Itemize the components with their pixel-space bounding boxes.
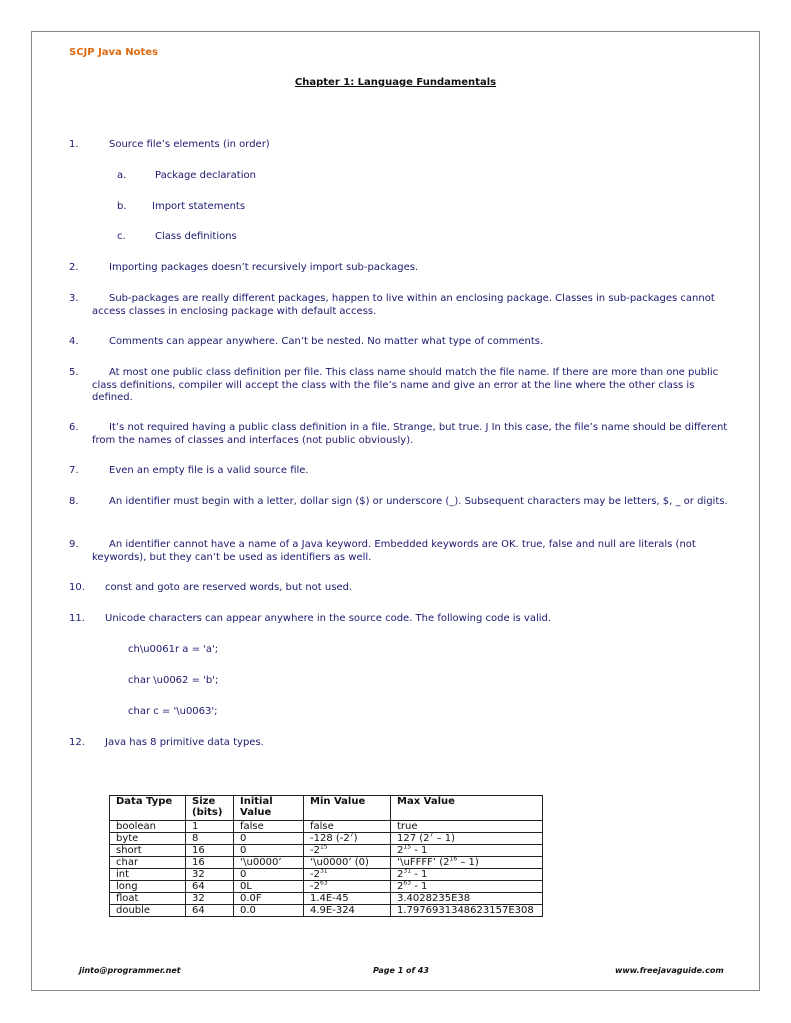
cell-data-type: double xyxy=(110,905,186,917)
cell-max-value-base: 2 xyxy=(397,845,404,856)
subitem-text: Import statements xyxy=(152,201,246,212)
cell-data-type: long xyxy=(110,881,186,893)
cell-size: 32 xyxy=(186,893,234,905)
item-number: 8. xyxy=(69,496,79,507)
item-number: 1. xyxy=(69,139,79,150)
footer-email: jinto@programmer.net xyxy=(79,966,181,975)
cell-max-value-exponent: 15 xyxy=(403,843,412,851)
subitem-letter: b. xyxy=(117,201,127,212)
cell-min-value-base: -2 xyxy=(310,869,320,880)
chapter-title: Chapter 1: Language Fundamentals xyxy=(294,77,497,88)
cell-max-value xyxy=(391,845,543,857)
cell-max-value-base: 2 xyxy=(397,881,404,892)
item-text: Source file’s elements (in order) xyxy=(109,139,270,150)
cell-min-value xyxy=(304,893,391,905)
cell-max-value xyxy=(391,833,543,845)
cell-initial-value: ‘\u0000’ xyxy=(234,857,304,869)
cell-min-value xyxy=(304,857,391,869)
item-number: 4. xyxy=(69,336,79,347)
item-number: 11. xyxy=(69,613,85,624)
cell-max-value-exponent: 31 xyxy=(403,867,412,875)
cell-data-type: int xyxy=(110,869,186,881)
cell-initial-value: 0 xyxy=(234,869,304,881)
cell-max-value xyxy=(391,869,543,881)
cell-size: 64 xyxy=(186,881,234,893)
cell-min-value-base: -2 xyxy=(310,845,320,856)
cell-min-value xyxy=(304,881,391,893)
item-number: 9. xyxy=(69,539,79,550)
cell-max-value-tail: - 1 xyxy=(411,881,428,892)
subitem-letter: c. xyxy=(117,231,126,242)
cell-data-type: char xyxy=(110,857,186,869)
cell-max-value-base: 3.4028235E38 xyxy=(397,893,471,904)
item-text: It’s not required having a public class definition in a file. Strange, but true. J In this case, the file’s name should be different from the names of classes and interfaces (not public obviously). xyxy=(92,422,728,446)
cell-size: 1 xyxy=(186,821,234,833)
cell-size: 8 xyxy=(186,833,234,845)
cell-max-value-base: 1.7976931348623157E308 xyxy=(397,905,534,916)
cell-min-value xyxy=(304,905,391,917)
cell-max-value-base: ‘\uFFFF’ (2 xyxy=(397,857,450,868)
cell-min-value xyxy=(304,845,391,857)
cell-max-value-tail: - 1 xyxy=(411,845,428,856)
cell-data-type: boolean xyxy=(110,821,186,833)
subitem-text: Class definitions xyxy=(155,231,237,242)
header-size: Size (bits) xyxy=(186,796,234,821)
cell-max-value xyxy=(391,857,543,869)
item-text: An identifier must begin with a letter, dollar sign ($) or underscore (_). Subsequent characters may be letters, $, _ or digits. xyxy=(109,496,728,507)
cell-min-value-base: false xyxy=(310,821,334,832)
cell-max-value-base: 127 (2 xyxy=(397,833,430,844)
item-text: At most one public class definition per file. This class name should match the file name. If there are more than one public class definitions, compiler will accept the class with the file’s name and give an error at the line where the other class is defined. xyxy=(92,367,719,403)
cell-max-value xyxy=(391,821,543,833)
cell-min-value-exponent: 15 xyxy=(319,843,328,851)
cell-min-value-base: ‘\u0000’ (0) xyxy=(310,857,369,868)
cell-min-value xyxy=(304,821,391,833)
table-row xyxy=(110,893,543,905)
cell-initial-value: 0.0F xyxy=(234,893,304,905)
cell-max-value xyxy=(391,893,543,905)
cell-min-value-exponent: 7 xyxy=(349,831,354,839)
footer-website: www.freejavaguide.com xyxy=(615,966,724,975)
cell-min-value xyxy=(304,833,391,845)
item-number: 7. xyxy=(69,465,79,476)
item-number: 5. xyxy=(69,367,79,378)
header-data-type: Data Type xyxy=(110,796,186,821)
cell-max-value-exponent: 16 xyxy=(449,855,458,863)
primitive-types-table xyxy=(109,795,543,917)
item-text: Comments can appear anywhere. Can’t be nested. No matter what type of comments. xyxy=(109,336,544,347)
item-text: An identifier cannot have a name of a Java keyword. Embedded keywords are OK. true, false and null are literals (not keywords), but they can’t be used as identifiers as well. xyxy=(92,539,696,563)
code-line: char \u0062 = 'b'; xyxy=(128,675,219,686)
cell-initial-value: false xyxy=(234,821,304,833)
cell-min-value-base: -2 xyxy=(310,881,320,892)
cell-min-value-base: 4.9E-324 xyxy=(310,905,355,916)
subitem-text: Package declaration xyxy=(155,170,256,181)
table-header-row xyxy=(110,796,543,821)
item-number: 3. xyxy=(69,293,79,304)
header-min-value: Min Value xyxy=(304,796,391,821)
cell-data-type: float xyxy=(110,893,186,905)
cell-min-value-base: 1.4E-45 xyxy=(310,893,349,904)
cell-max-value xyxy=(391,881,543,893)
cell-size: 64 xyxy=(186,905,234,917)
cell-size: 16 xyxy=(186,845,234,857)
cell-max-value-base: 2 xyxy=(397,869,404,880)
code-line: ch\u0061r a = 'a'; xyxy=(128,644,219,655)
cell-max-value-tail: – 1) xyxy=(433,833,455,844)
cell-data-type: byte xyxy=(110,833,186,845)
cell-data-type: short xyxy=(110,845,186,857)
subitem-letter: a. xyxy=(117,170,127,181)
item-text: Sub-packages are really different packages, happen to live within an enclosing package. Classes in sub-packages cannot access classes in enclosing package with default access. xyxy=(92,293,715,317)
cell-initial-value: 0 xyxy=(234,833,304,845)
item-text: const and goto are reserved words, but not used. xyxy=(105,582,353,593)
cell-max-value-base: true xyxy=(397,821,418,832)
cell-max-value-tail: - 1 xyxy=(411,869,428,880)
item-number: 10. xyxy=(69,582,85,593)
table-row xyxy=(110,881,543,893)
table-row xyxy=(110,845,543,857)
item-text: Java has 8 primitive data types. xyxy=(105,737,264,748)
item-number: 2. xyxy=(69,262,79,273)
header-initial-value: Initial Value xyxy=(234,796,304,821)
cell-min-value-exponent: 31 xyxy=(319,867,328,875)
cell-min-value xyxy=(304,869,391,881)
item-number: 12. xyxy=(69,737,85,748)
cell-max-value-exponent: 63 xyxy=(403,879,412,887)
item-text: Importing packages doesn’t recursively import sub-packages. xyxy=(109,262,419,273)
cell-max-value xyxy=(391,905,543,917)
code-line: char c = '\u0063'; xyxy=(128,706,218,717)
cell-size: 16 xyxy=(186,857,234,869)
cell-initial-value: 0 xyxy=(234,845,304,857)
cell-initial-value: 0L xyxy=(234,881,304,893)
document-header: SCJP Java Notes xyxy=(69,47,159,58)
cell-min-value-tail: ) xyxy=(353,833,358,844)
cell-size: 32 xyxy=(186,869,234,881)
item-number: 6. xyxy=(69,422,79,433)
table-row xyxy=(110,821,543,833)
table-row xyxy=(110,905,543,917)
item-text: Unicode characters can appear anywhere in the source code. The following code is valid. xyxy=(105,613,552,624)
cell-max-value-tail: – 1) xyxy=(457,857,479,868)
cell-min-value-exponent: 63 xyxy=(319,879,328,887)
item-text: Even an empty file is a valid source file. xyxy=(109,465,309,476)
cell-initial-value: 0.0 xyxy=(234,905,304,917)
cell-max-value-exponent: 7 xyxy=(429,831,434,839)
header-max-value: Max Value xyxy=(391,796,543,821)
cell-min-value-base: -128 (-2 xyxy=(310,833,350,844)
footer-page-number: Page 1 of 43 xyxy=(373,966,429,975)
